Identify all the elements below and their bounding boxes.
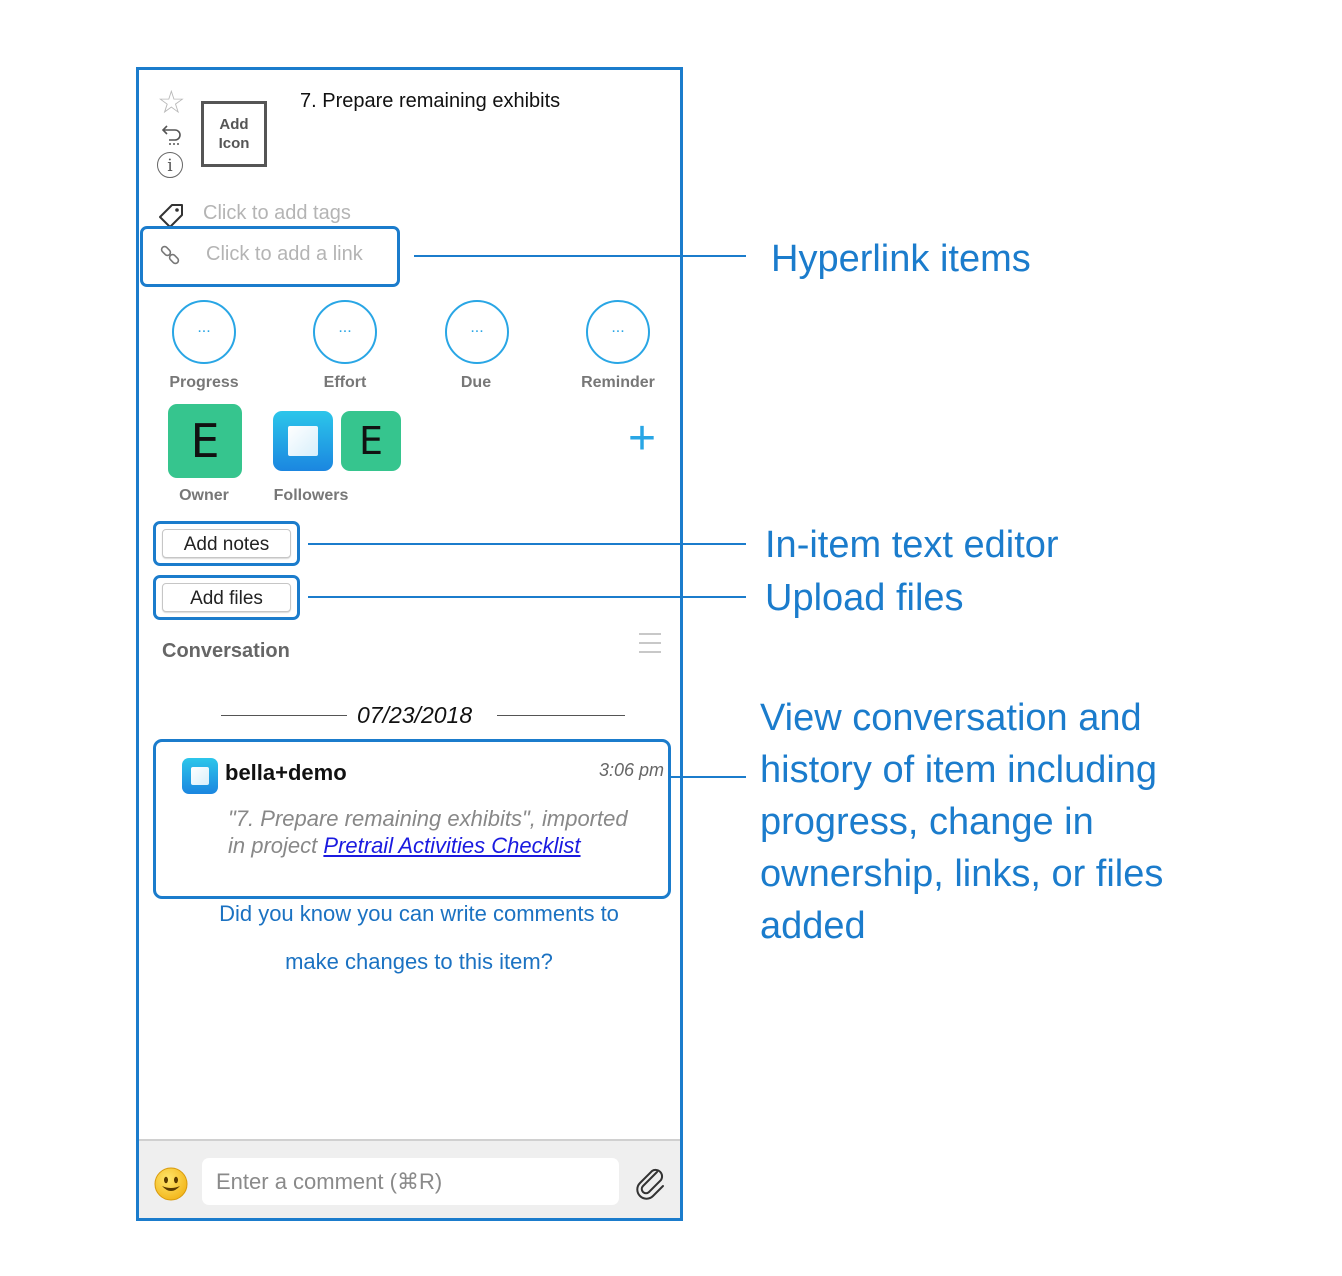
- item-detail-panel: [136, 67, 683, 1221]
- project-link[interactable]: Pretrail Activities Checklist: [323, 833, 581, 858]
- comment-tip-line1: Did you know you can write comments to: [219, 901, 619, 926]
- conversation-callout: [760, 692, 1163, 952]
- add-follower-plus-icon[interactable]: +: [628, 412, 657, 465]
- comment-tip-line2: make changes to this item?: [285, 949, 553, 974]
- message-avatar: [182, 758, 218, 794]
- message-time: 3:06 pm: [598, 760, 664, 780]
- message-body: [228, 805, 648, 859]
- message-text: "7. Prepare remaining exhibits", imported in project: [228, 806, 628, 858]
- owner-label: Owner: [179, 487, 229, 504]
- item-title[interactable]: 7. Prepare remaining exhibits: [300, 90, 561, 112]
- conversation-callout-line-4: ownership, links, or files: [760, 853, 1164, 895]
- link-placeholder: Click to add a link: [206, 243, 363, 265]
- info-icon[interactable]: i: [157, 152, 183, 178]
- reminder-circle[interactable]: ...: [586, 300, 650, 364]
- upload-callout-line: [308, 596, 746, 598]
- hyperlink-callout-line: [414, 255, 746, 257]
- hyperlink-callout: Hyperlink items: [771, 238, 1031, 280]
- followers-label: Followers: [273, 487, 349, 504]
- conversation-callout-line-2: history of item including: [760, 749, 1158, 791]
- undo-icon[interactable]: [159, 122, 183, 148]
- add-notes-button[interactable]: Add notes: [162, 529, 291, 558]
- conversation-title: Conversation: [162, 640, 290, 662]
- text-editor-callout: In-item text editor: [765, 524, 1059, 566]
- add-files-frame: [153, 575, 300, 620]
- due-circle[interactable]: ...: [445, 300, 509, 364]
- reminder-label: Reminder: [581, 374, 655, 391]
- comment-composer: [139, 1139, 680, 1218]
- conversation-callout-line-5: added: [760, 905, 866, 947]
- add-icon-button[interactable]: [201, 101, 267, 167]
- progress-circle[interactable]: ...: [172, 300, 236, 364]
- link-row[interactable]: [140, 226, 400, 287]
- add-icon-label: Add Icon: [218, 116, 250, 152]
- app-logo-icon: [288, 426, 318, 456]
- emoji-icon[interactable]: [154, 1167, 188, 1201]
- conversation-callout-line-1: View conversation and: [760, 697, 1142, 739]
- progress-label: Progress: [169, 374, 239, 391]
- owner-avatar[interactable]: E: [168, 404, 242, 478]
- conversation-date: 07/23/2018: [357, 702, 473, 728]
- effort-label: Effort: [323, 374, 367, 391]
- follower-avatar-e[interactable]: E: [341, 411, 401, 471]
- effort-circle[interactable]: ...: [313, 300, 377, 364]
- star-icon[interactable]: ☆: [157, 84, 186, 120]
- paperclip-icon[interactable]: [635, 1166, 667, 1200]
- upload-callout: Upload files: [765, 577, 964, 619]
- link-icon: [159, 245, 181, 267]
- app-logo-icon: [191, 767, 209, 785]
- message-user: bella+demo: [225, 760, 347, 785]
- comment-input[interactable]: [202, 1158, 619, 1205]
- due-label: Due: [460, 374, 492, 391]
- conversation-callout-line-3: progress, change in: [760, 801, 1094, 843]
- add-files-button[interactable]: Add files: [162, 583, 291, 612]
- text-editor-callout-line: [308, 543, 746, 545]
- follower-avatar-app[interactable]: [273, 411, 333, 471]
- conversation-menu-icon[interactable]: [639, 633, 661, 660]
- tags-placeholder: Click to add tags: [203, 202, 351, 224]
- conversation-date-divider: [221, 700, 626, 730]
- comment-tip: [169, 890, 669, 986]
- add-notes-frame: [153, 521, 300, 566]
- conversation-callout-line: [670, 776, 746, 778]
- conversation-message: [153, 739, 671, 899]
